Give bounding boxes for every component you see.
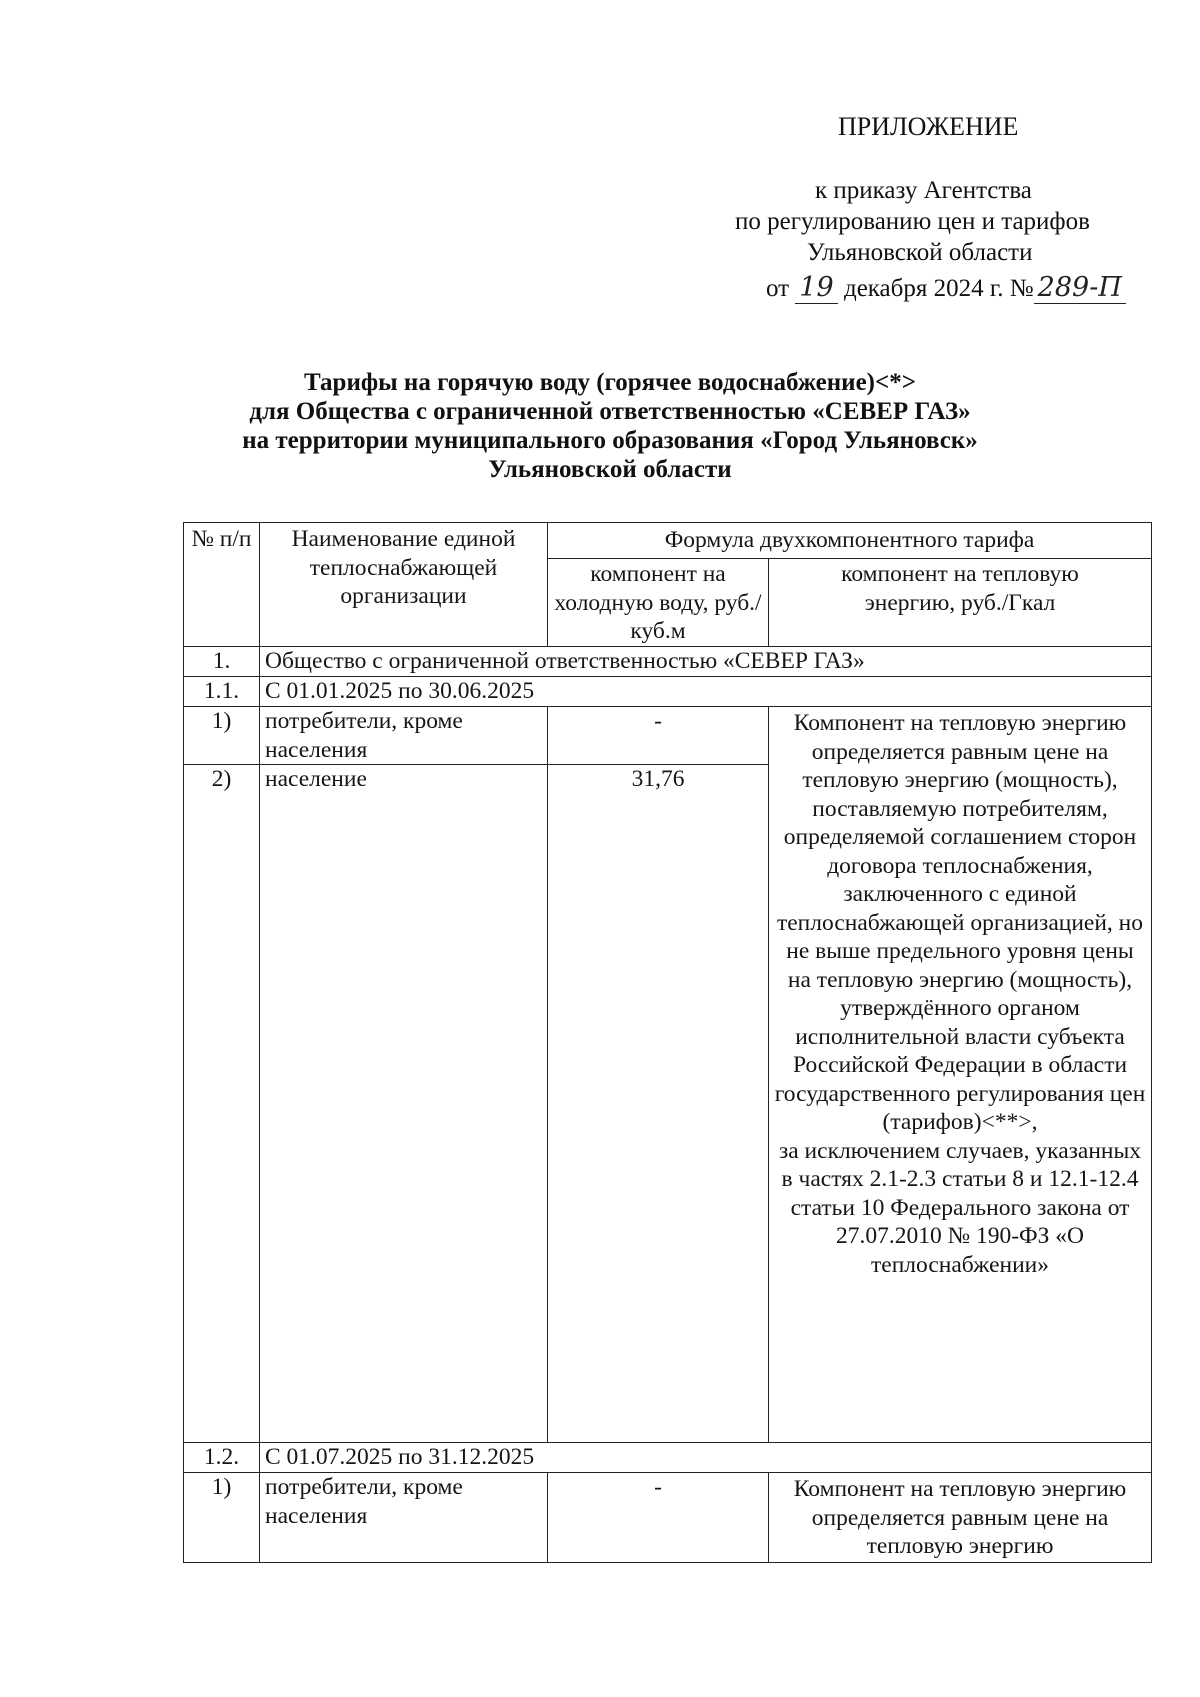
handwritten-day: 19	[795, 273, 837, 304]
handwritten-order-number: 289-П	[1034, 273, 1126, 304]
heat-component-text: Компонент на тепловую энергию определяется равным цене на тепловую энергию	[769, 1473, 1152, 1563]
title-line-3: на территории муниципального образования «Город Ульяновск»	[242, 427, 978, 454]
title-line-2: для Общества с ограниченной ответственностью «СЕВЕР ГАЗ»	[249, 398, 971, 425]
order-reference-line-2: по регулированию цен и тарифов	[735, 208, 1090, 235]
org-row-name: Общество с ограниченной ответственностью «СЕВЕР ГАЗ»	[260, 647, 1152, 677]
date-prefix: от	[766, 275, 790, 302]
table-row	[184, 707, 1152, 765]
heat-component-main: Компонент на тепловую энергию определяется равным цене на тепловую энергию (мощность), поставляемую потребителям, определяемой соглашением сторон договора теплоснабжения, заключенного с единой теплоснабжающей организацией, но не выше предельного уровня цены на тепловую энергию (мощность), утверждённого органом исполнительной власти субъекта Российской Федерации в области государственного регулирования цен (тарифов)<**>,	[774, 710, 1146, 1135]
title-line-1: Тарифы на горячую воду (горячее водоснабжение)<*>	[304, 369, 916, 396]
order-date-line	[766, 273, 1126, 304]
row-cold-water-value: -	[548, 707, 769, 765]
row-num: 1)	[184, 707, 260, 765]
period-label: С 01.07.2025 по 31.12.2025	[260, 1443, 1152, 1473]
heat-component-text	[769, 707, 1152, 1443]
header-num: № п/п	[184, 523, 260, 647]
period-num: 1.2.	[184, 1443, 260, 1473]
date-rest: декабря 2024 г. №	[843, 275, 1034, 302]
header-org-name: Наименование единой теплоснабжающей организации	[260, 523, 548, 647]
header-cold-water: компонент на холодную воду, руб./куб.м	[548, 559, 769, 647]
tariff-table	[183, 522, 1152, 1563]
row-cold-water-value: -	[548, 1473, 769, 1563]
period-row	[184, 677, 1152, 707]
order-reference-line-1: к приказу Агентства	[815, 177, 1032, 204]
row-cold-water-value: 31,76	[548, 765, 769, 1443]
order-reference-line-3: Ульяновской области	[807, 239, 1033, 266]
table-row	[184, 1473, 1152, 1563]
row-consumer: население	[260, 765, 548, 1443]
org-row-num: 1.	[184, 647, 260, 677]
row-consumer: потребители, кроме населения	[260, 1473, 548, 1563]
header-heat: компонент на тепловую энергию, руб./Гкал	[769, 559, 1152, 647]
row-consumer: потребители, кроме населения	[260, 707, 548, 765]
table-header-row	[184, 523, 1152, 559]
row-num: 1)	[184, 1473, 260, 1563]
row-num: 2)	[184, 765, 260, 1443]
period-num: 1.1.	[184, 677, 260, 707]
document-title	[160, 368, 1060, 484]
appendix-heading: ПРИЛОЖЕНИЕ	[838, 112, 1019, 141]
period-row	[184, 1443, 1152, 1473]
heat-component-exception: за исключением случаев, указанных в частях 2.1-2.3 статьи 8 и 12.1-12.4 статьи 10 Федерального закона от 27.07.2010 № 190-ФЗ «О теплоснабжении»	[778, 1137, 1142, 1278]
header-formula: Формула двухкомпонентного тарифа	[548, 523, 1152, 559]
org-row	[184, 647, 1152, 677]
period-label: С 01.01.2025 по 30.06.2025	[260, 677, 1152, 707]
title-line-4: Ульяновской области	[488, 456, 732, 483]
